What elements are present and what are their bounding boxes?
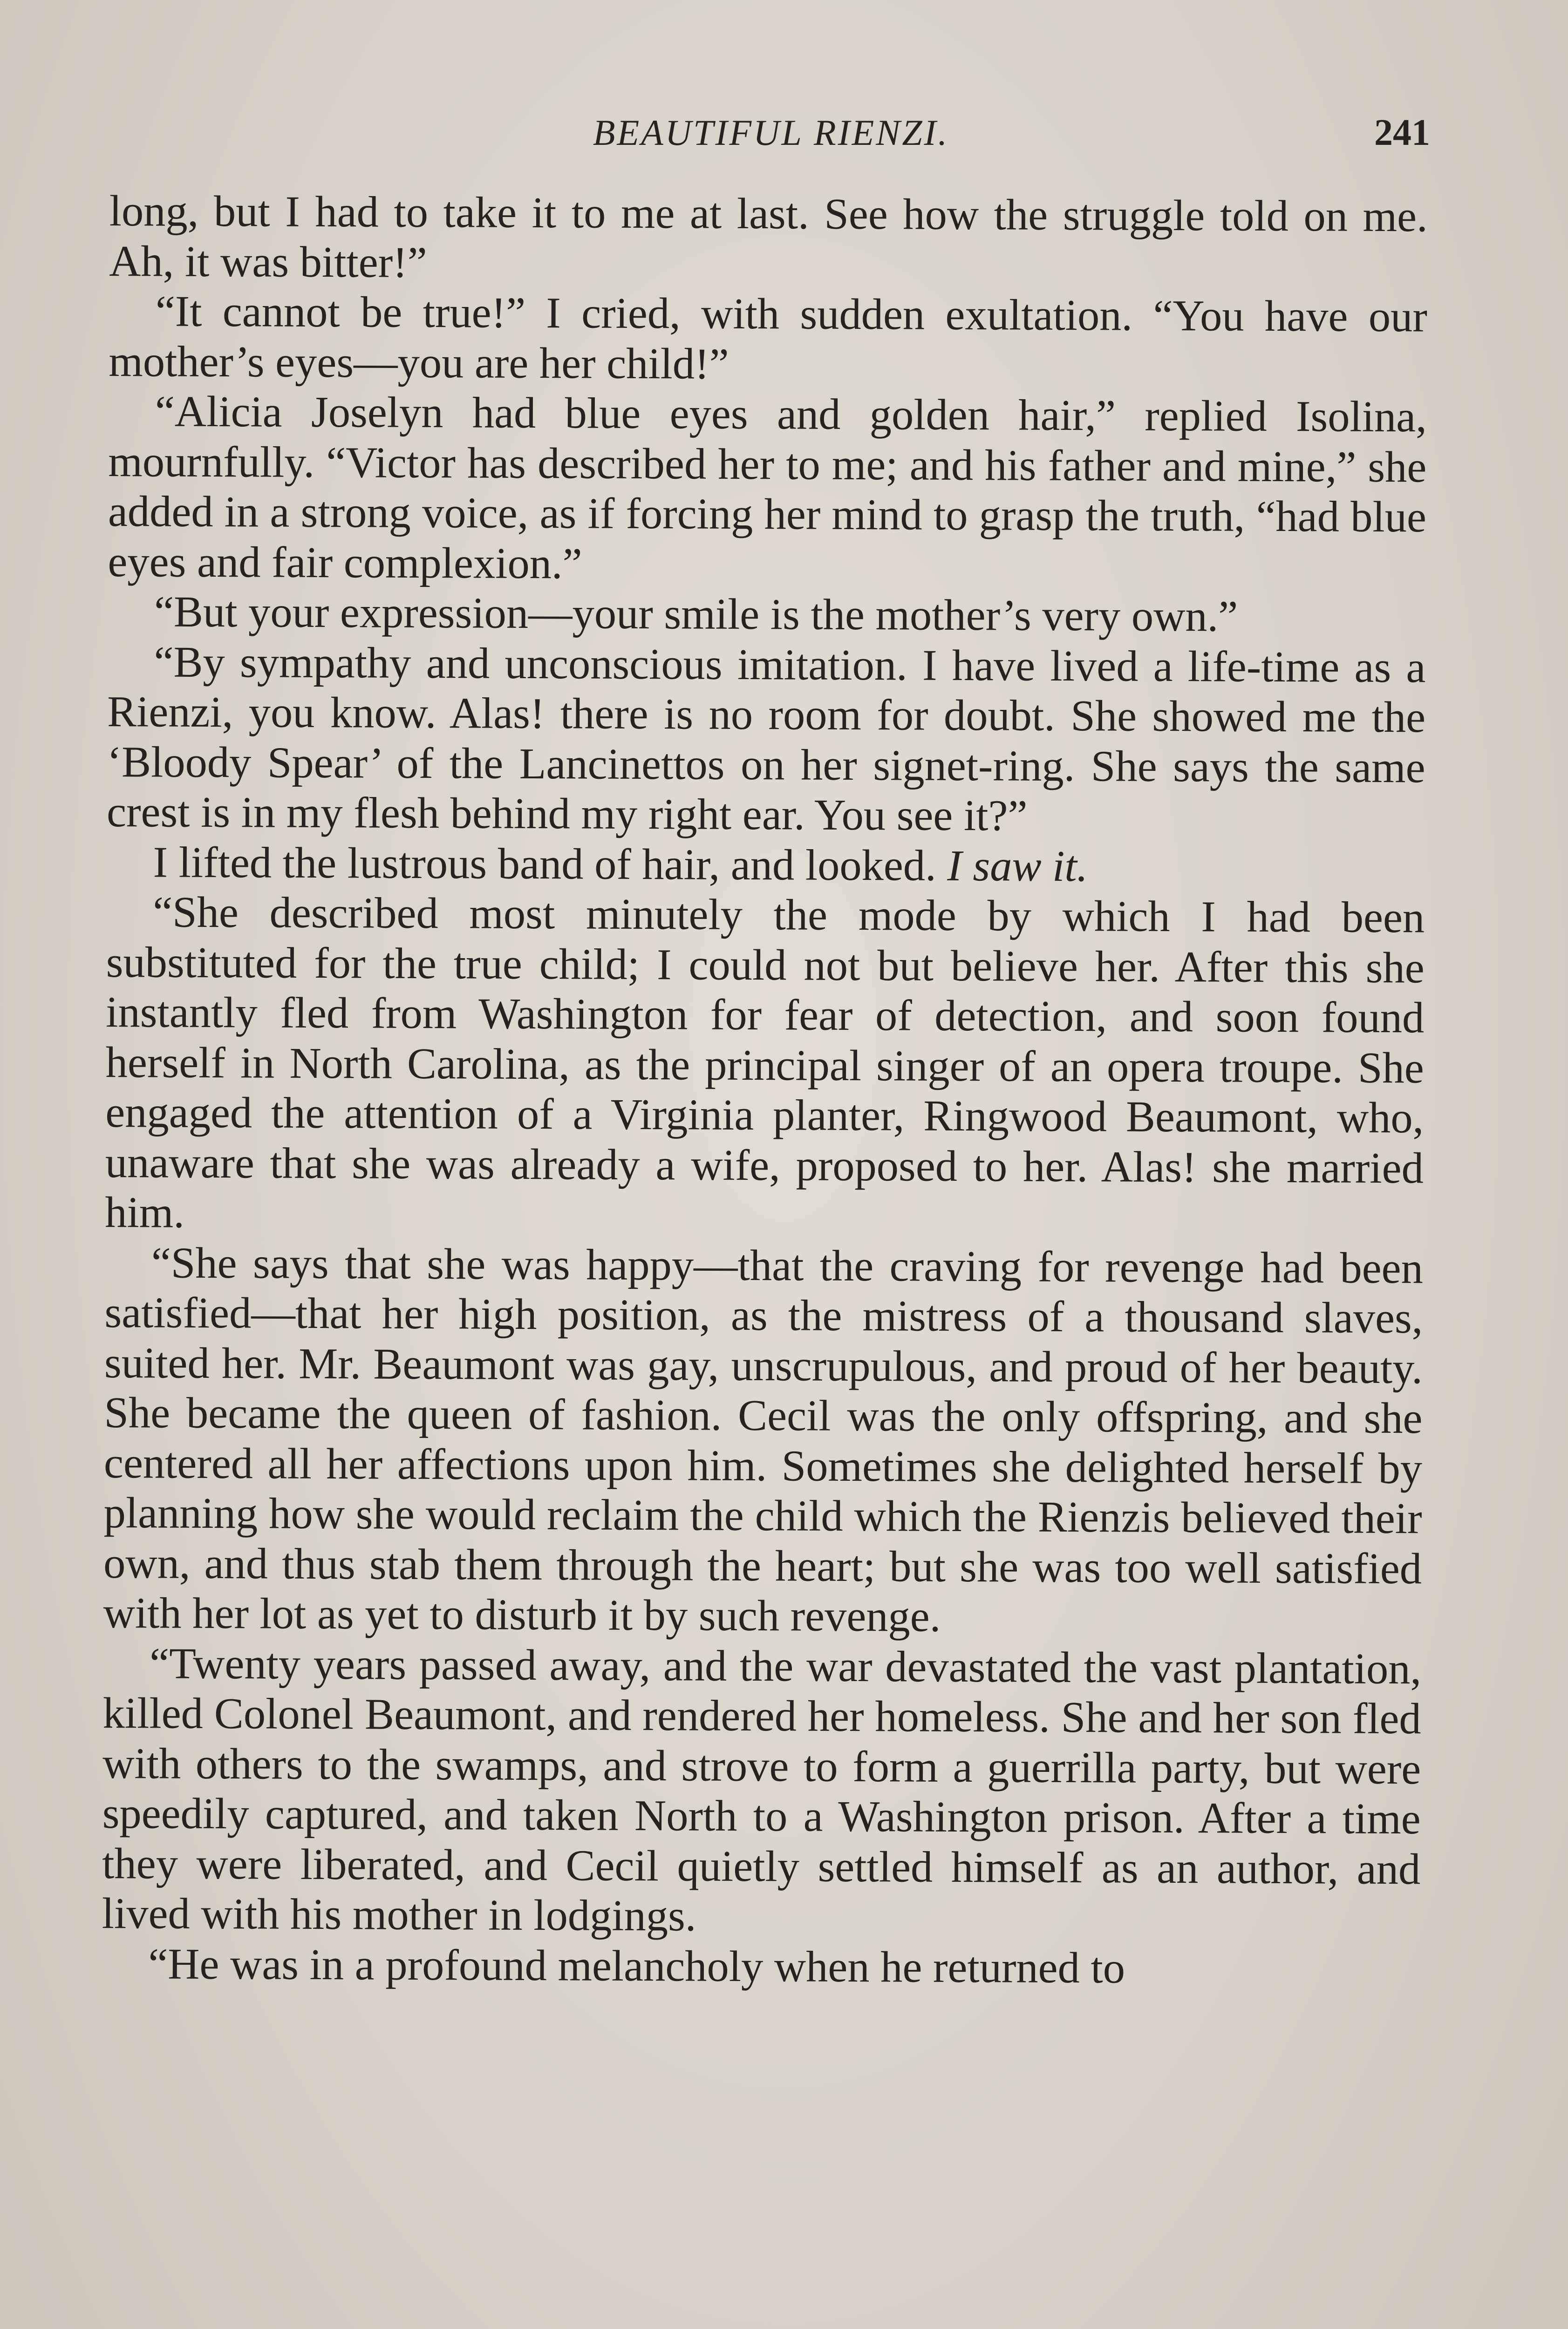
paragraph-4 [108, 587, 1426, 643]
paragraph-7-text: “She described most minutely the mode by which I had been substituted for the true child; I could not but believe her. After this she instantly fled from Washington for fear of detection, and soon found herself in North Carolina, as the principal singer of an opera troupe. She engaged the attention of a Virginia planter, Ringwood Beaumont, who, unaware that she was already a wife, proposed to her. Alas! she married him. [105, 888, 1425, 1237]
paragraph-10-text: “He was in a profound melancholy when he returned to [148, 1939, 1125, 1993]
running-head: BEAUTIFUL RIENZI. [593, 112, 949, 153]
paragraph-9-text: “Twenty years passed away, and the war devastated the vast plantation, killed Colonel Beaumont, and rendered her homeless. She and her son fled with others to the swamps, and strove to form a guerrilla party, but were speedily captured, and taken North to a Washington prison. After a time they were liberated, and Cecil quietly settled himself as an author, and lived with his mother in lodgings. [102, 1639, 1422, 1941]
paragraph-10 [102, 1939, 1420, 1995]
paragraph-8 [103, 1238, 1423, 1644]
paragraph-2 [109, 286, 1427, 392]
page-header [112, 105, 1430, 161]
paragraph-3 [108, 387, 1427, 592]
paragraph-8-text: “She says that she was happy—that the craving for revenge had been satisfied—that her high position, as the mistress of a thousand slaves, suited her. Mr. Beaumont was gay, unscrupulous, and proud of her beauty. She became the queen of fashion. Cecil was the only offspring, and she centered all her affections upon him. Sometimes she delighted herself by planning how she would reclaim the child which the Rienzis believed their own, and thus stab them through the heart; but she was too well satisfied with her lot as yet to disturb it by such revenge. [103, 1238, 1424, 1641]
paragraph-7 [105, 887, 1425, 1244]
paragraph-3-text: “Alicia Joselyn had blue eyes and golden hair,” replied Isolina, mournfully. “Victor has described her to me; and his father and mine,” she added in a strong voice, as if forcing her mind to grasp the truth, “had blue eyes and fair complexion.” [108, 387, 1427, 588]
paragraph-1-text: long, but I had to take it to me at last. See how the struggle told on me. Ah, it was bitter!” [109, 187, 1428, 287]
paragraph-9 [102, 1638, 1422, 1944]
paragraph-1 [109, 186, 1428, 292]
page-number: 241 [1374, 112, 1430, 153]
paragraph-2-text: “It cannot be true!” I cried, with sudden exultation. “You have our mother’s eyes—you are her child!” [109, 287, 1428, 388]
paragraph-5-text: “By sympathy and unconscious imitation. I have lived a life-time as a Rienzi, you know. Alas! there is no room for doubt. She showed me the ‘Bloody Spear’ of the Lancinettos on her signet-ring. She says the same crest is in my flesh behind my right ear. You see it?” [106, 637, 1426, 840]
paragraph-5 [107, 637, 1426, 843]
paragraph-6-text: I lifted the lustrous band of hair, and looked. [153, 838, 936, 890]
body-text [102, 186, 1428, 1995]
paragraph-4-text: “But your expression—your smile is the mother’s very own.” [154, 587, 1238, 641]
paragraph-6-emphasis: I saw it. [947, 841, 1088, 891]
paragraph-6 [106, 837, 1425, 893]
